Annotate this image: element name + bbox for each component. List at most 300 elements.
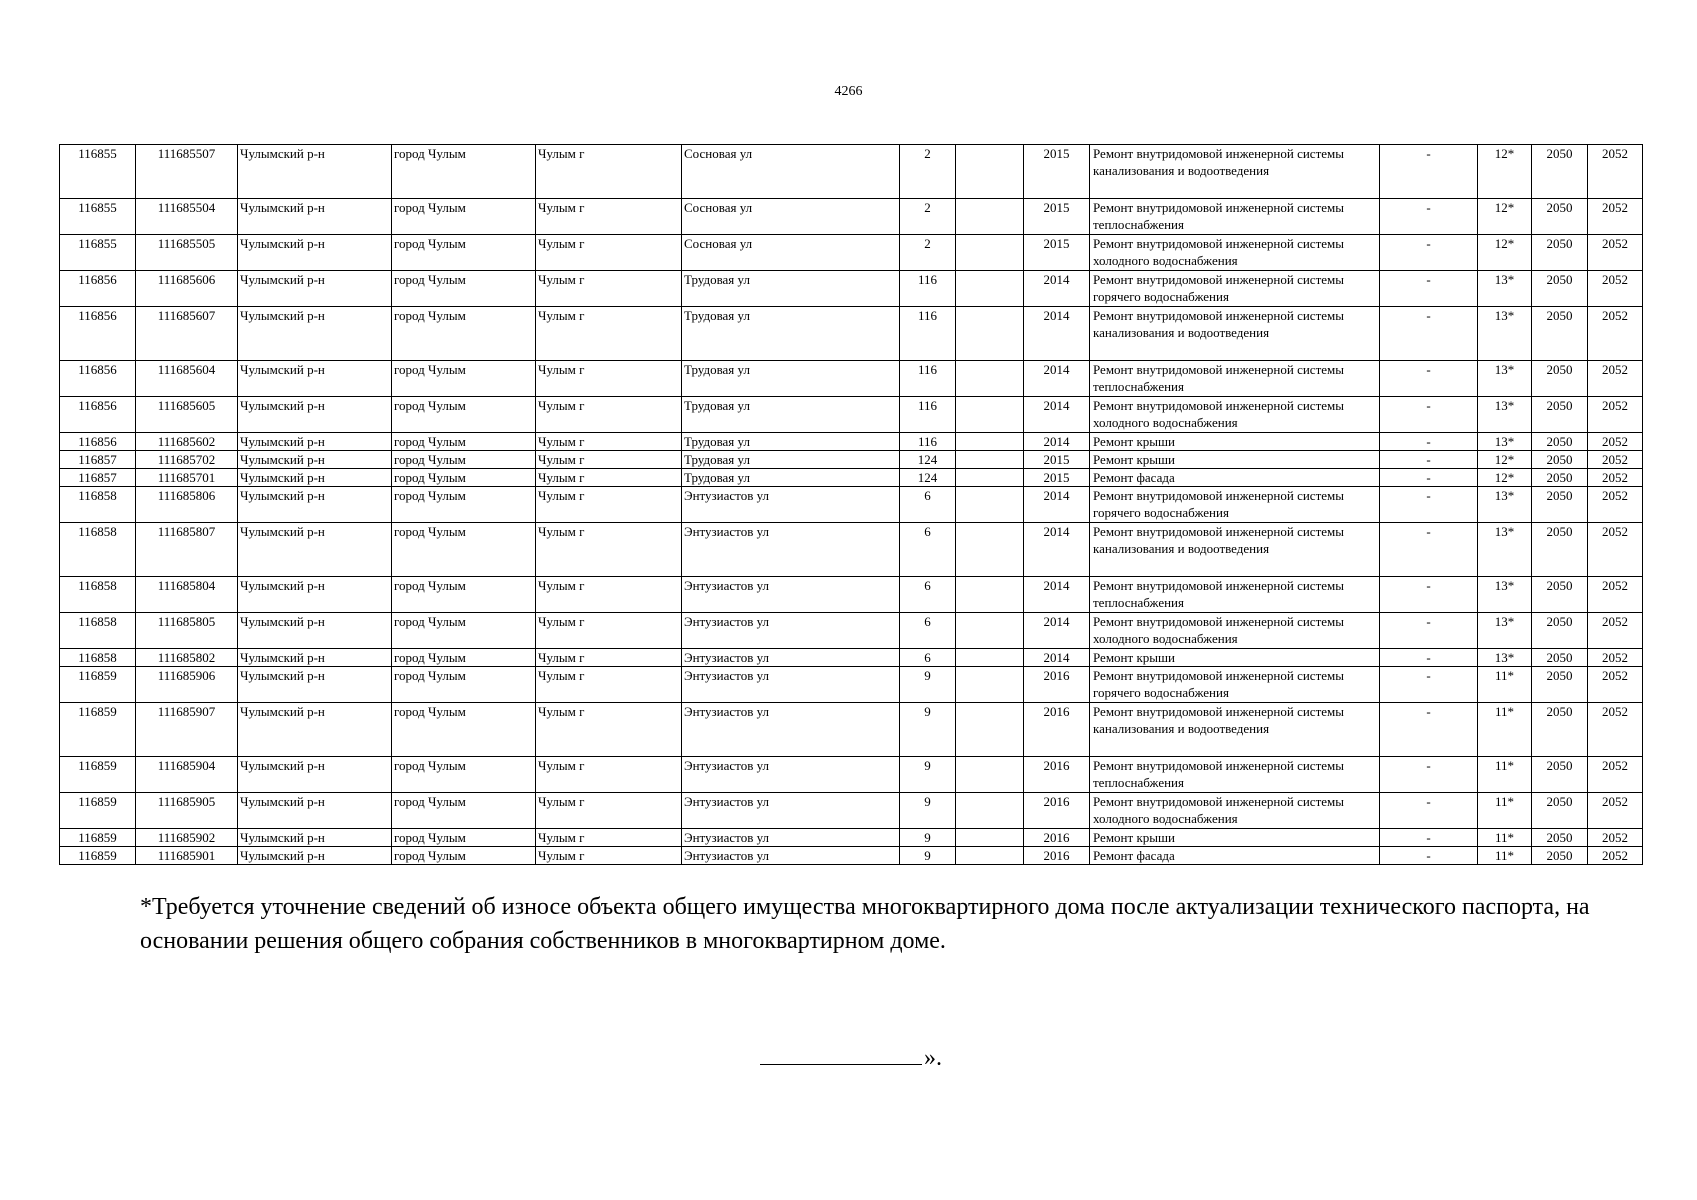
district-cell: Чулымский р-н bbox=[238, 829, 392, 847]
street-cell: Энтузиастов ул bbox=[682, 613, 900, 649]
year-to-cell: 2052 bbox=[1588, 613, 1643, 649]
district-cell: Чулымский р-н bbox=[238, 307, 392, 361]
object-id-cell: 111685505 bbox=[136, 235, 238, 271]
table-row bbox=[60, 667, 1643, 703]
work-type-cell: Ремонт внутридомовой инженерной системы теплоснабжения bbox=[1090, 757, 1380, 793]
building-cell bbox=[956, 793, 1024, 829]
object-id-cell: 111685606 bbox=[136, 271, 238, 307]
district-cell: Чулымский р-н bbox=[238, 649, 392, 667]
wear-cell: 12* bbox=[1478, 199, 1532, 235]
dash-cell: - bbox=[1380, 397, 1478, 433]
house-number-cell: 9 bbox=[900, 829, 956, 847]
year-from-cell: 2050 bbox=[1532, 307, 1588, 361]
settlement-cell: Чулым г bbox=[536, 829, 682, 847]
year-cell: 2014 bbox=[1024, 487, 1090, 523]
table-row bbox=[60, 703, 1643, 757]
street-cell: Трудовая ул bbox=[682, 307, 900, 361]
dash-cell: - bbox=[1380, 235, 1478, 271]
building-cell bbox=[956, 847, 1024, 865]
house-id-cell: 116858 bbox=[60, 613, 136, 649]
house-number-cell: 9 bbox=[900, 847, 956, 865]
settlement-cell: Чулым г bbox=[536, 577, 682, 613]
year-cell: 2014 bbox=[1024, 307, 1090, 361]
district-cell: Чулымский р-н bbox=[238, 469, 392, 487]
settlement-cell: Чулым г bbox=[536, 649, 682, 667]
dash-cell: - bbox=[1380, 577, 1478, 613]
table-row bbox=[60, 649, 1643, 667]
district-cell: Чулымский р-н bbox=[238, 433, 392, 451]
wear-cell: 11* bbox=[1478, 793, 1532, 829]
building-cell bbox=[956, 307, 1024, 361]
street-cell: Энтузиастов ул bbox=[682, 487, 900, 523]
street-cell: Сосновая ул bbox=[682, 145, 900, 199]
municipality-cell: город Чулым bbox=[392, 487, 536, 523]
year-from-cell: 2050 bbox=[1532, 757, 1588, 793]
house-number-cell: 116 bbox=[900, 271, 956, 307]
year-from-cell: 2050 bbox=[1532, 487, 1588, 523]
house-number-cell: 2 bbox=[900, 199, 956, 235]
building-cell bbox=[956, 271, 1024, 307]
year-from-cell: 2050 bbox=[1532, 235, 1588, 271]
house-number-cell: 6 bbox=[900, 487, 956, 523]
street-cell: Сосновая ул bbox=[682, 199, 900, 235]
dash-cell: - bbox=[1380, 487, 1478, 523]
house-id-cell: 116859 bbox=[60, 829, 136, 847]
table-row bbox=[60, 307, 1643, 361]
dash-cell: - bbox=[1380, 793, 1478, 829]
house-id-cell: 116856 bbox=[60, 433, 136, 451]
year-cell: 2016 bbox=[1024, 847, 1090, 865]
street-cell: Энтузиастов ул bbox=[682, 757, 900, 793]
year-from-cell: 2050 bbox=[1532, 649, 1588, 667]
dash-cell: - bbox=[1380, 469, 1478, 487]
wear-cell: 12* bbox=[1478, 469, 1532, 487]
wear-cell: 13* bbox=[1478, 361, 1532, 397]
district-cell: Чулымский р-н bbox=[238, 145, 392, 199]
year-to-cell: 2052 bbox=[1588, 361, 1643, 397]
district-cell: Чулымский р-н bbox=[238, 703, 392, 757]
district-cell: Чулымский р-н bbox=[238, 397, 392, 433]
year-to-cell: 2052 bbox=[1588, 199, 1643, 235]
object-id-cell: 111685701 bbox=[136, 469, 238, 487]
year-from-cell: 2050 bbox=[1532, 451, 1588, 469]
house-id-cell: 116855 bbox=[60, 199, 136, 235]
work-type-cell: Ремонт внутридомовой инженерной системы холодного водоснабжения bbox=[1090, 397, 1380, 433]
building-cell bbox=[956, 757, 1024, 793]
municipality-cell: город Чулым bbox=[392, 235, 536, 271]
work-type-cell: Ремонт крыши bbox=[1090, 433, 1380, 451]
district-cell: Чулымский р-н bbox=[238, 199, 392, 235]
street-cell: Трудовая ул bbox=[682, 433, 900, 451]
house-number-cell: 116 bbox=[900, 361, 956, 397]
dash-cell: - bbox=[1380, 757, 1478, 793]
wear-cell: 11* bbox=[1478, 829, 1532, 847]
house-number-cell: 116 bbox=[900, 433, 956, 451]
table-row bbox=[60, 613, 1643, 649]
year-to-cell: 2052 bbox=[1588, 271, 1643, 307]
house-number-cell: 6 bbox=[900, 523, 956, 577]
building-cell bbox=[956, 577, 1024, 613]
building-cell bbox=[956, 703, 1024, 757]
settlement-cell: Чулым г bbox=[536, 307, 682, 361]
dash-cell: - bbox=[1380, 361, 1478, 397]
house-id-cell: 116859 bbox=[60, 667, 136, 703]
table-row bbox=[60, 577, 1643, 613]
work-type-cell: Ремонт внутридомовой инженерной системы канализования и водоотведения bbox=[1090, 703, 1380, 757]
settlement-cell: Чулым г bbox=[536, 703, 682, 757]
district-cell: Чулымский р-н bbox=[238, 487, 392, 523]
house-id-cell: 116858 bbox=[60, 577, 136, 613]
district-cell: Чулымский р-н bbox=[238, 577, 392, 613]
year-from-cell: 2050 bbox=[1532, 523, 1588, 577]
year-to-cell: 2052 bbox=[1588, 577, 1643, 613]
table-row bbox=[60, 145, 1643, 199]
wear-cell: 13* bbox=[1478, 433, 1532, 451]
year-cell: 2015 bbox=[1024, 235, 1090, 271]
dash-cell: - bbox=[1380, 703, 1478, 757]
year-to-cell: 2052 bbox=[1588, 307, 1643, 361]
year-to-cell: 2052 bbox=[1588, 847, 1643, 865]
street-cell: Сосновая ул bbox=[682, 235, 900, 271]
wear-cell: 13* bbox=[1478, 271, 1532, 307]
work-type-cell: Ремонт внутридомовой инженерной системы канализования и водоотведения bbox=[1090, 307, 1380, 361]
municipality-cell: город Чулым bbox=[392, 361, 536, 397]
wear-cell: 13* bbox=[1478, 577, 1532, 613]
street-cell: Трудовая ул bbox=[682, 361, 900, 397]
dash-cell: - bbox=[1380, 199, 1478, 235]
dash-cell: - bbox=[1380, 847, 1478, 865]
wear-cell: 11* bbox=[1478, 703, 1532, 757]
house-id-cell: 116857 bbox=[60, 451, 136, 469]
table-row bbox=[60, 271, 1643, 307]
house-id-cell: 116859 bbox=[60, 847, 136, 865]
settlement-cell: Чулым г bbox=[536, 235, 682, 271]
year-to-cell: 2052 bbox=[1588, 451, 1643, 469]
year-from-cell: 2050 bbox=[1532, 145, 1588, 199]
wear-cell: 13* bbox=[1478, 397, 1532, 433]
house-number-cell: 9 bbox=[900, 703, 956, 757]
wear-cell: 13* bbox=[1478, 307, 1532, 361]
object-id-cell: 111685805 bbox=[136, 613, 238, 649]
settlement-cell: Чулым г bbox=[536, 523, 682, 577]
municipality-cell: город Чулым bbox=[392, 703, 536, 757]
work-type-cell: Ремонт внутридомовой инженерной системы канализования и водоотведения bbox=[1090, 523, 1380, 577]
wear-cell: 12* bbox=[1478, 451, 1532, 469]
district-cell: Чулымский р-н bbox=[238, 271, 392, 307]
municipality-cell: город Чулым bbox=[392, 397, 536, 433]
house-number-cell: 116 bbox=[900, 397, 956, 433]
year-cell: 2016 bbox=[1024, 703, 1090, 757]
dash-cell: - bbox=[1380, 307, 1478, 361]
settlement-cell: Чулым г bbox=[536, 433, 682, 451]
house-id-cell: 116858 bbox=[60, 487, 136, 523]
year-cell: 2016 bbox=[1024, 667, 1090, 703]
building-cell bbox=[956, 523, 1024, 577]
house-id-cell: 116858 bbox=[60, 649, 136, 667]
house-number-cell: 9 bbox=[900, 667, 956, 703]
dash-cell: - bbox=[1380, 613, 1478, 649]
municipality-cell: город Чулым bbox=[392, 469, 536, 487]
street-cell: Трудовая ул bbox=[682, 451, 900, 469]
object-id-cell: 111685604 bbox=[136, 361, 238, 397]
wear-cell: 13* bbox=[1478, 523, 1532, 577]
settlement-cell: Чулым г bbox=[536, 487, 682, 523]
object-id-cell: 111685806 bbox=[136, 487, 238, 523]
street-cell: Энтузиастов ул bbox=[682, 829, 900, 847]
municipality-cell: город Чулым bbox=[392, 199, 536, 235]
municipality-cell: город Чулым bbox=[392, 145, 536, 199]
year-cell: 2014 bbox=[1024, 577, 1090, 613]
wear-cell: 11* bbox=[1478, 757, 1532, 793]
year-to-cell: 2052 bbox=[1588, 523, 1643, 577]
table-row bbox=[60, 235, 1643, 271]
wear-cell: 13* bbox=[1478, 487, 1532, 523]
house-id-cell: 116856 bbox=[60, 307, 136, 361]
work-type-cell: Ремонт внутридомовой инженерной системы холодного водоснабжения bbox=[1090, 613, 1380, 649]
table-row bbox=[60, 793, 1643, 829]
dash-cell: - bbox=[1380, 271, 1478, 307]
table-row bbox=[60, 361, 1643, 397]
wear-cell: 12* bbox=[1478, 145, 1532, 199]
table-row bbox=[60, 757, 1643, 793]
year-cell: 2016 bbox=[1024, 757, 1090, 793]
building-cell bbox=[956, 667, 1024, 703]
house-id-cell: 116856 bbox=[60, 397, 136, 433]
municipality-cell: город Чулым bbox=[392, 829, 536, 847]
municipality-cell: город Чулым bbox=[392, 667, 536, 703]
object-id-cell: 111685907 bbox=[136, 703, 238, 757]
house-id-cell: 116855 bbox=[60, 235, 136, 271]
settlement-cell: Чулым г bbox=[536, 793, 682, 829]
table-row bbox=[60, 829, 1643, 847]
house-number-cell: 2 bbox=[900, 235, 956, 271]
year-from-cell: 2050 bbox=[1532, 703, 1588, 757]
year-from-cell: 2050 bbox=[1532, 469, 1588, 487]
object-id-cell: 111685605 bbox=[136, 397, 238, 433]
street-cell: Трудовая ул bbox=[682, 271, 900, 307]
house-id-cell: 116859 bbox=[60, 703, 136, 757]
object-id-cell: 111685804 bbox=[136, 577, 238, 613]
table-row bbox=[60, 433, 1643, 451]
year-from-cell: 2050 bbox=[1532, 793, 1588, 829]
closing-signature bbox=[760, 1045, 942, 1072]
work-type-cell: Ремонт крыши bbox=[1090, 829, 1380, 847]
settlement-cell: Чулым г bbox=[536, 469, 682, 487]
year-to-cell: 2052 bbox=[1588, 757, 1643, 793]
house-number-cell: 2 bbox=[900, 145, 956, 199]
year-from-cell: 2050 bbox=[1532, 397, 1588, 433]
street-cell: Трудовая ул bbox=[682, 469, 900, 487]
dash-cell: - bbox=[1380, 145, 1478, 199]
district-cell: Чулымский р-н bbox=[238, 451, 392, 469]
wear-cell: 11* bbox=[1478, 847, 1532, 865]
year-cell: 2014 bbox=[1024, 433, 1090, 451]
year-cell: 2014 bbox=[1024, 613, 1090, 649]
dash-cell: - bbox=[1380, 433, 1478, 451]
dash-cell: - bbox=[1380, 649, 1478, 667]
settlement-cell: Чулым г bbox=[536, 757, 682, 793]
year-from-cell: 2050 bbox=[1532, 361, 1588, 397]
street-cell: Энтузиастов ул bbox=[682, 667, 900, 703]
work-type-cell: Ремонт фасада bbox=[1090, 469, 1380, 487]
building-cell bbox=[956, 451, 1024, 469]
district-cell: Чулымский р-н bbox=[238, 793, 392, 829]
building-cell bbox=[956, 145, 1024, 199]
footnote: *Требуется уточнение сведений об износе объекта общего имущества многоквартирного дома после актуализации технического паспорта, на основании решения общего собрания собственников в многоквартирном доме. bbox=[140, 894, 1590, 954]
work-type-cell: Ремонт фасада bbox=[1090, 847, 1380, 865]
year-to-cell: 2052 bbox=[1588, 829, 1643, 847]
work-type-cell: Ремонт внутридомовой инженерной системы холодного водоснабжения bbox=[1090, 793, 1380, 829]
dash-cell: - bbox=[1380, 451, 1478, 469]
year-cell: 2014 bbox=[1024, 649, 1090, 667]
object-id-cell: 111685702 bbox=[136, 451, 238, 469]
year-from-cell: 2050 bbox=[1532, 271, 1588, 307]
work-type-cell: Ремонт внутридомовой инженерной системы теплоснабжения bbox=[1090, 361, 1380, 397]
building-cell bbox=[956, 235, 1024, 271]
house-id-cell: 116856 bbox=[60, 361, 136, 397]
house-number-cell: 6 bbox=[900, 613, 956, 649]
settlement-cell: Чулым г bbox=[536, 361, 682, 397]
house-id-cell: 116855 bbox=[60, 145, 136, 199]
building-cell bbox=[956, 199, 1024, 235]
street-cell: Энтузиастов ул bbox=[682, 523, 900, 577]
house-number-cell: 6 bbox=[900, 577, 956, 613]
year-from-cell: 2050 bbox=[1532, 847, 1588, 865]
table-row bbox=[60, 487, 1643, 523]
building-cell bbox=[956, 433, 1024, 451]
work-type-cell: Ремонт внутридомовой инженерной системы теплоснабжения bbox=[1090, 577, 1380, 613]
year-to-cell: 2052 bbox=[1588, 433, 1643, 451]
house-id-cell: 116858 bbox=[60, 523, 136, 577]
street-cell: Трудовая ул bbox=[682, 397, 900, 433]
object-id-cell: 111685504 bbox=[136, 199, 238, 235]
year-cell: 2014 bbox=[1024, 523, 1090, 577]
dash-cell: - bbox=[1380, 523, 1478, 577]
year-cell: 2016 bbox=[1024, 793, 1090, 829]
work-type-cell: Ремонт внутридомовой инженерной системы горячего водоснабжения bbox=[1090, 487, 1380, 523]
house-id-cell: 116859 bbox=[60, 757, 136, 793]
wear-cell: 13* bbox=[1478, 613, 1532, 649]
work-type-cell: Ремонт внутридомовой инженерной системы холодного водоснабжения bbox=[1090, 235, 1380, 271]
table-row bbox=[60, 847, 1643, 865]
house-id-cell: 116856 bbox=[60, 271, 136, 307]
building-cell bbox=[956, 397, 1024, 433]
year-cell: 2014 bbox=[1024, 271, 1090, 307]
year-cell: 2015 bbox=[1024, 451, 1090, 469]
year-to-cell: 2052 bbox=[1588, 487, 1643, 523]
street-cell: Энтузиастов ул bbox=[682, 793, 900, 829]
table-row bbox=[60, 523, 1643, 577]
object-id-cell: 111685607 bbox=[136, 307, 238, 361]
object-id-cell: 111685901 bbox=[136, 847, 238, 865]
year-cell: 2014 bbox=[1024, 361, 1090, 397]
house-number-cell: 124 bbox=[900, 469, 956, 487]
building-cell bbox=[956, 469, 1024, 487]
municipality-cell: город Чулым bbox=[392, 649, 536, 667]
building-cell bbox=[956, 829, 1024, 847]
municipality-cell: город Чулым bbox=[392, 271, 536, 307]
settlement-cell: Чулым г bbox=[536, 667, 682, 703]
object-id-cell: 111685906 bbox=[136, 667, 238, 703]
building-cell bbox=[956, 487, 1024, 523]
object-id-cell: 111685807 bbox=[136, 523, 238, 577]
signature-line bbox=[760, 1064, 922, 1065]
wear-cell: 11* bbox=[1478, 667, 1532, 703]
page-number: 4266 bbox=[834, 84, 863, 99]
settlement-cell: Чулым г bbox=[536, 145, 682, 199]
year-to-cell: 2052 bbox=[1588, 145, 1643, 199]
year-cell: 2015 bbox=[1024, 199, 1090, 235]
street-cell: Энтузиастов ул bbox=[682, 649, 900, 667]
district-cell: Чулымский р-н bbox=[238, 613, 392, 649]
year-to-cell: 2052 bbox=[1588, 703, 1643, 757]
year-to-cell: 2052 bbox=[1588, 649, 1643, 667]
work-type-cell: Ремонт внутридомовой инженерной системы теплоснабжения bbox=[1090, 199, 1380, 235]
table-row bbox=[60, 199, 1643, 235]
settlement-cell: Чулым г bbox=[536, 199, 682, 235]
year-to-cell: 2052 bbox=[1588, 793, 1643, 829]
district-cell: Чулымский р-н bbox=[238, 235, 392, 271]
municipality-cell: город Чулым bbox=[392, 577, 536, 613]
house-number-cell: 124 bbox=[900, 451, 956, 469]
settlement-cell: Чулым г bbox=[536, 271, 682, 307]
year-to-cell: 2052 bbox=[1588, 469, 1643, 487]
object-id-cell: 111685602 bbox=[136, 433, 238, 451]
house-id-cell: 116857 bbox=[60, 469, 136, 487]
object-id-cell: 111685904 bbox=[136, 757, 238, 793]
building-cell bbox=[956, 649, 1024, 667]
municipality-cell: город Чулым bbox=[392, 307, 536, 361]
settlement-cell: Чулым г bbox=[536, 397, 682, 433]
settlement-cell: Чулым г bbox=[536, 451, 682, 469]
object-id-cell: 111685902 bbox=[136, 829, 238, 847]
year-from-cell: 2050 bbox=[1532, 433, 1588, 451]
dash-cell: - bbox=[1380, 667, 1478, 703]
municipality-cell: город Чулым bbox=[392, 613, 536, 649]
municipality-cell: город Чулым bbox=[392, 451, 536, 469]
work-type-cell: Ремонт внутридомовой инженерной системы горячего водоснабжения bbox=[1090, 667, 1380, 703]
year-to-cell: 2052 bbox=[1588, 235, 1643, 271]
year-cell: 2015 bbox=[1024, 469, 1090, 487]
object-id-cell: 111685507 bbox=[136, 145, 238, 199]
dash-cell: - bbox=[1380, 829, 1478, 847]
district-cell: Чулымский р-н bbox=[238, 847, 392, 865]
year-from-cell: 2050 bbox=[1532, 667, 1588, 703]
street-cell: Энтузиастов ул bbox=[682, 847, 900, 865]
closing-quote-mark: ». bbox=[924, 1045, 942, 1071]
object-id-cell: 111685905 bbox=[136, 793, 238, 829]
municipality-cell: город Чулым bbox=[392, 757, 536, 793]
year-cell: 2016 bbox=[1024, 829, 1090, 847]
work-type-cell: Ремонт внутридомовой инженерной системы горячего водоснабжения bbox=[1090, 271, 1380, 307]
municipality-cell: город Чулым bbox=[392, 523, 536, 577]
work-type-cell: Ремонт крыши bbox=[1090, 649, 1380, 667]
building-cell bbox=[956, 613, 1024, 649]
table-body bbox=[60, 145, 1643, 865]
municipality-cell: город Чулым bbox=[392, 433, 536, 451]
work-type-cell: Ремонт крыши bbox=[1090, 451, 1380, 469]
house-number-cell: 6 bbox=[900, 649, 956, 667]
house-number-cell: 116 bbox=[900, 307, 956, 361]
district-cell: Чулымский р-н bbox=[238, 361, 392, 397]
municipality-cell: город Чулым bbox=[392, 847, 536, 865]
street-cell: Энтузиастов ул bbox=[682, 703, 900, 757]
settlement-cell: Чулым г bbox=[536, 613, 682, 649]
street-cell: Энтузиастов ул bbox=[682, 577, 900, 613]
settlement-cell: Чулым г bbox=[536, 847, 682, 865]
district-cell: Чулымский р-н bbox=[238, 667, 392, 703]
object-id-cell: 111685802 bbox=[136, 649, 238, 667]
